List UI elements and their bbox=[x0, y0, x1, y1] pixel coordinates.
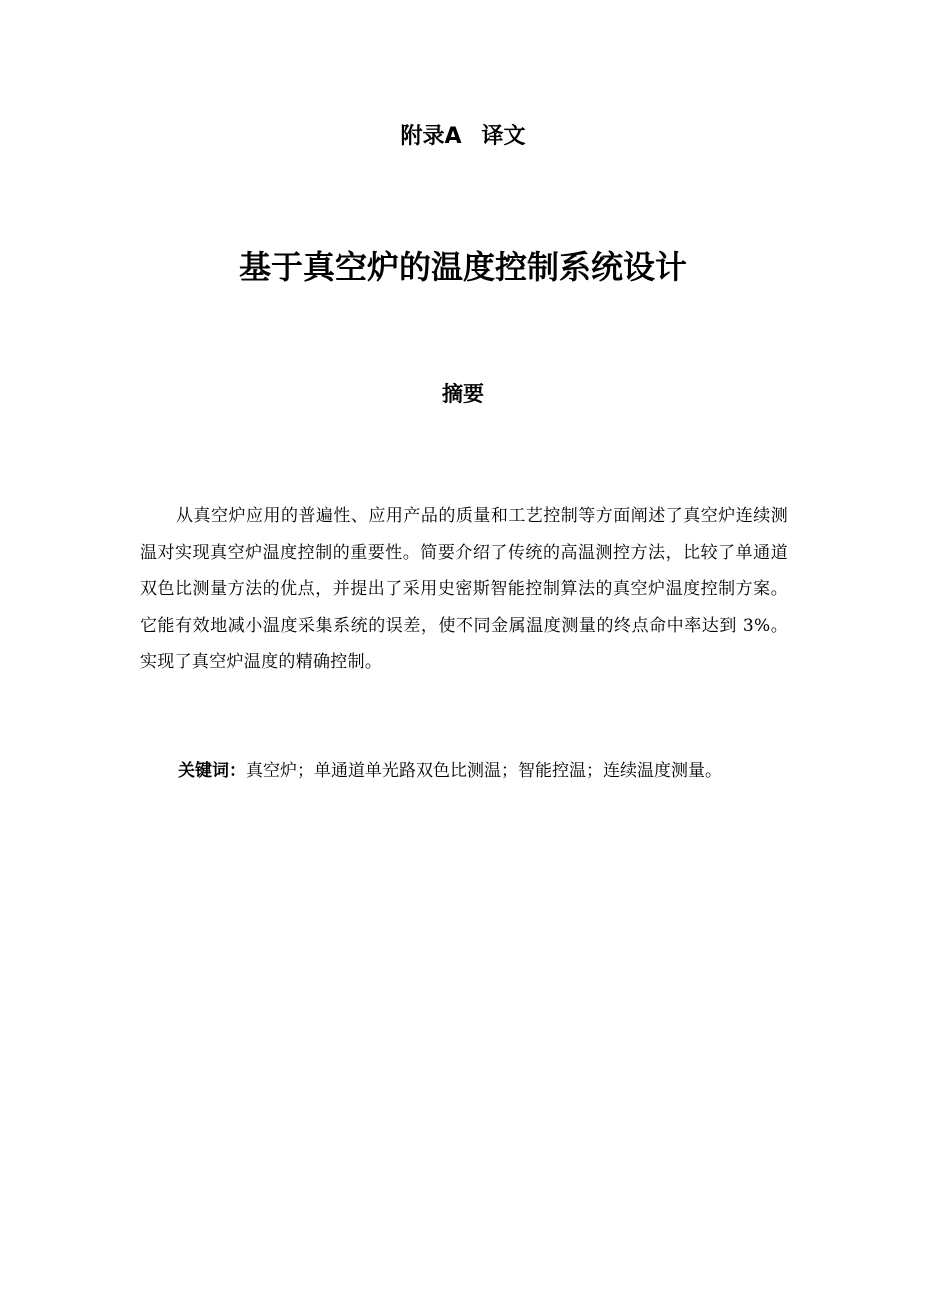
abstract-heading: 摘要 bbox=[442, 382, 484, 406]
keywords-line bbox=[178, 754, 818, 788]
document-title: 基于真空炉的温度控制系统设计 bbox=[238, 248, 687, 286]
keywords-text: 真空炉；单通道单光路双色比测温；智能控温；连续温度测量。 bbox=[246, 761, 722, 781]
abstract-paragraph: 从真空炉应用的普遍性、应用产品的质量和工艺控制等方面阐述了真空炉连续测温对实现真空炉温度控制的重要性。简要介绍了传统的高温测控方法，比较了单通道双色比测量方法的优点，并提出了采用史密斯智能控制算法的真空炉温度控制方案。它能有效地减小温度采集系统的误差，使不同金属温度测量的终点命中率达到 3%。实现了真空炉温度的精确控制。 bbox=[140, 506, 788, 672]
appendix-heading bbox=[0, 120, 926, 154]
appendix-name: 译文 bbox=[481, 124, 526, 149]
appendix-label: 附录A bbox=[400, 124, 462, 149]
keywords-label: 关键词： bbox=[178, 761, 246, 781]
